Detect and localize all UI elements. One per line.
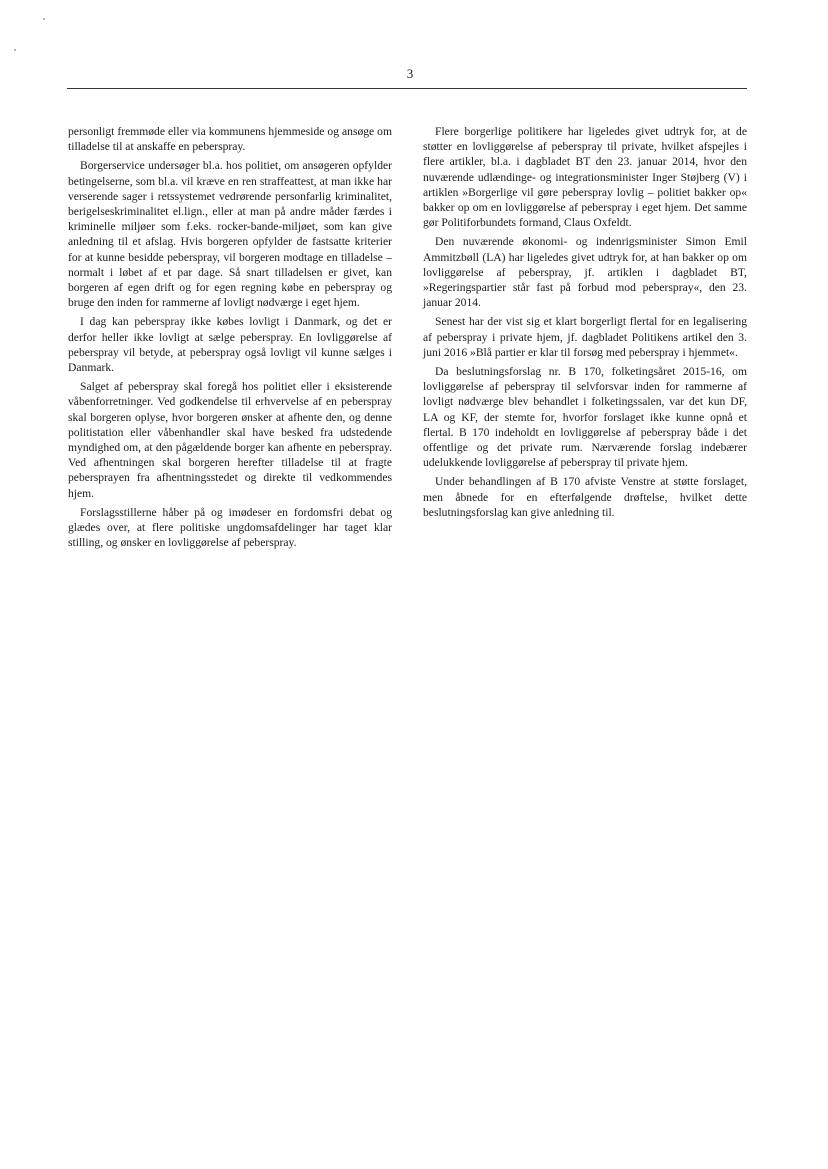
right-column bbox=[423, 124, 747, 524]
paragraph: Den nuværende økonomi- og indenrigsminister Simon Emil Ammitzbøll (LA) har ligeledes givet udtryk for, at han bakker op om lovliggørelse af peberspray, jf. artiklen i dagbladet BT, »Regeringspartier står fast på forbud mod peberspray«, den 23. januar 2014. bbox=[423, 235, 747, 310]
page-number: 3 bbox=[406, 66, 414, 81]
paragraph: personligt fremmøde eller via kommunens hjemmeside og ansøge om tilladelse til at anskaffe en peberspray. bbox=[68, 125, 392, 154]
paragraph: I dag kan peberspray ikke købes lovligt i Danmark, og det er derfor heller ikke lovligt at sælge peberspray. En lovliggørelse af peberspray vil betyde, at peberspray også lovligt vil kunne sælges i Danmark. bbox=[68, 315, 392, 375]
scan-speck bbox=[43, 18, 45, 20]
paragraph: Flere borgerlige politikere har ligeledes givet udtryk for, at de støtter en lovliggørelse af peberspray til private, hvilket afspejles i flere artikler, bl.a. i dagbladet BT den 23. januar 2014, hvor den nuværende udlændinge- og integrationsminister Inger Støjberg (V) i artiklen »Borgerlige vil gøre peberspray lovlig – politiet bakker op« bakker op om en lovliggørelse af peberspray i eget hjem. Det samme gør Politiforbundets formand, Claus Oxfeldt. bbox=[423, 125, 747, 230]
paragraph: Borgerservice undersøger bl.a. hos politiet, om ansøgeren opfylder betingelserne, som bl.a. vil kræve en ren straffeattest, at man ikke har verserende sager i retssystemet vedrørende personfarlig kriminalitet, berigelseskriminalitet el.lign., eller at man på andre måder færdes i kriminelle miljøer som f.eks. rocker-bande-miljøet, som kan give anledning til et afslag. Hvis borgeren opfylder de fastsatte kriterier for at kunne besidde peberspray, vil borgeren modtage en tilladelse – normalt i løbet af et par dage. Så snart tilladelsen er givet, kan borgeren af egen drift og for egen regning købe en peberspray og bruge den inden for rammerne af lovligt nødværge i eget hjem. bbox=[68, 159, 392, 310]
left-column bbox=[68, 124, 392, 554]
scan-speck bbox=[14, 49, 16, 51]
paragraph: Salget af peberspray skal foregå hos politiet eller i eksisterende våbenforretninger. Ved godkendelse til erhvervelse af en peberspray skal borgeren oplyse, hvor borgeren ønsker at afhente den, og denne politistation eller våbenhandler skal have besked fra udstedende myndighed om, at den pågældende borger kan afhente en peberspray. Ved afhentningen skal borgeren herefter tilladelse til at fragte pebersprayen fra afhentningsstedet og direkte til vedkommendes hjem. bbox=[68, 380, 392, 500]
paragraph: Under behandlingen af B 170 afviste Venstre at støtte forslaget, men åbnede for en efterfølgende drøftelse, hvilket dette beslutningsforslag kan give anledning til. bbox=[423, 475, 747, 519]
paragraph: Da beslutningsforslag nr. B 170, folketingsåret 2015-16, om lovliggørelse af peberspray til selvforsvar inden for rammerne af lovligt nødværge blev behandlet i folketingssalen, var det kun DF, LA og KF, der stemte for, hvorfor forslaget ikke kunne opnå et flertal. B 170 indeholdt en lovliggørelse af peberspray både i det offentlige og det private rum. Nærværende forslag indebærer udelukkende lovliggørelse af peberspray til private hjem. bbox=[423, 365, 747, 470]
header-rule bbox=[67, 88, 747, 89]
paragraph: Forslagsstillerne håber på og imødeser en fordomsfri debat og glædes over, at flere politiske ungdomsafdelinger har taget klar stilling, og ønsker en lovliggørelse af peberspray. bbox=[68, 505, 392, 550]
paragraph: Senest har der vist sig et klart borgerligt flertal for en legalisering af peberspray i private hjem, jf. dagbladet Politikens artikel den 3. juni 2016 »Blå partier er klar til forsøg med peberspray i hjemmet«. bbox=[423, 315, 747, 359]
